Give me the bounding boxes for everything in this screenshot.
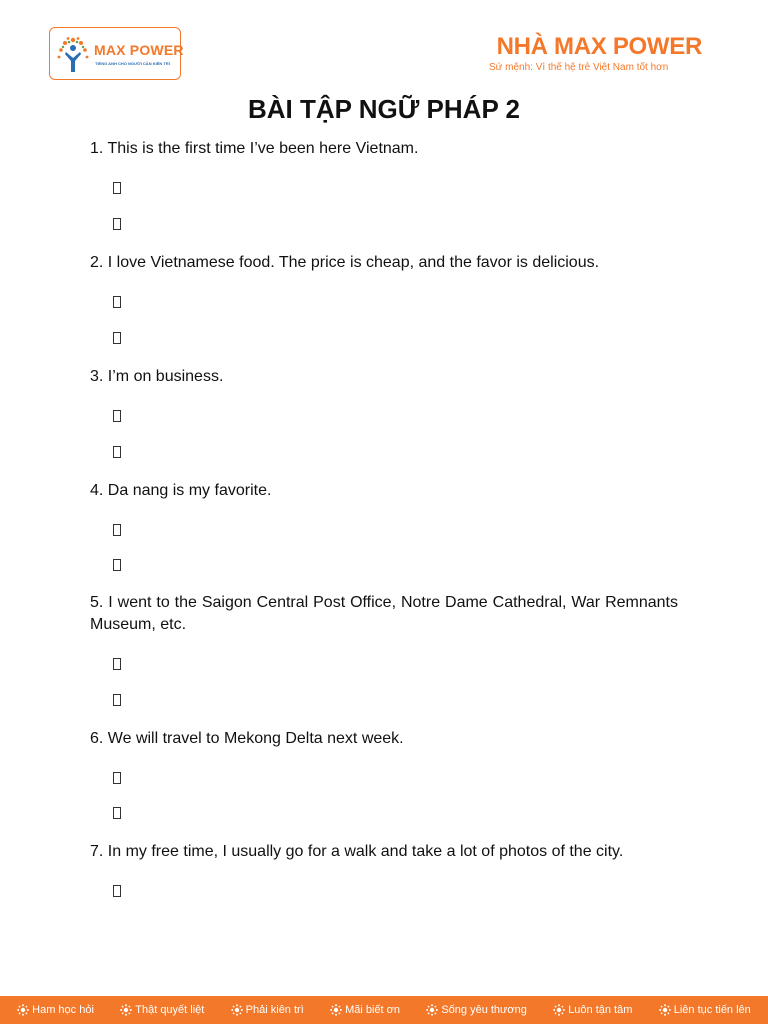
footer-item bbox=[120, 1004, 204, 1016]
question-1: 1. This is the first time I’ve been here Vietnam. bbox=[90, 140, 419, 157]
footer-label: Liên tục tiến lên bbox=[673, 1004, 751, 1016]
footer-label: Mãi biết ơn bbox=[345, 1004, 400, 1016]
footer-label: Ham học hỏi bbox=[32, 1004, 94, 1016]
footer-item bbox=[17, 1004, 94, 1016]
sun-icon bbox=[120, 1004, 132, 1016]
question-2: 2. I love Vietnamese food. The price is cheap, and the favor is delicious. bbox=[90, 254, 600, 271]
brand-mission: Sứ mệnh: Vì thế hệ trẻ Việt Nam tốt hơn bbox=[489, 62, 669, 73]
sun-icon bbox=[553, 1004, 565, 1016]
question-7: 7. In my free time, I usually go for a walk and take a lot of photos of the city. bbox=[90, 843, 624, 860]
footer-item bbox=[330, 1004, 400, 1016]
checkbox-icon[interactable] bbox=[113, 658, 121, 670]
footer-label: Thật quyết liệt bbox=[135, 1004, 205, 1016]
checkbox-icon[interactable] bbox=[113, 182, 121, 194]
checkbox-icon[interactable] bbox=[113, 218, 121, 230]
checkbox-icon[interactable] bbox=[113, 694, 121, 706]
question-6: 6. We will travel to Mekong Delta next week. bbox=[90, 730, 404, 747]
checkbox-icon[interactable] bbox=[113, 807, 121, 819]
person-tree-icon bbox=[56, 36, 90, 74]
checkbox-icon[interactable] bbox=[113, 332, 121, 344]
question-5: 5. I went to the Saigon Central Post Office, Notre Dame Cathedral, War Remnants Museum, etc. bbox=[90, 594, 678, 633]
footer-item bbox=[231, 1004, 304, 1016]
logo-box bbox=[49, 27, 184, 80]
checkbox-icon[interactable] bbox=[113, 524, 121, 536]
footer-item bbox=[659, 1004, 751, 1016]
sun-icon bbox=[330, 1004, 342, 1016]
footer-values-bar bbox=[0, 996, 768, 1024]
page-title: BÀI TẬP NGỮ PHÁP 2 bbox=[248, 94, 520, 124]
checkbox-icon[interactable] bbox=[113, 446, 121, 458]
sun-icon bbox=[231, 1004, 243, 1016]
footer-label: Phải kiên trì bbox=[245, 1004, 304, 1016]
footer-item bbox=[553, 1004, 632, 1016]
logo-tagline: TIẾNG ANH CHO NGƯỜI CẦN KIÊN TRÌ bbox=[95, 61, 170, 66]
sun-icon bbox=[659, 1004, 671, 1016]
checkbox-icon[interactable] bbox=[113, 885, 121, 897]
brand-title: NHÀ MAX POWER bbox=[496, 33, 702, 60]
footer-label: Sống yêu thương bbox=[441, 1004, 527, 1016]
footer-item bbox=[426, 1004, 527, 1016]
checkbox-icon[interactable] bbox=[113, 410, 121, 422]
sun-icon bbox=[17, 1004, 29, 1016]
footer-label: Luôn tận tâm bbox=[568, 1004, 633, 1016]
checkbox-icon[interactable] bbox=[113, 772, 121, 784]
question-3: 3. I’m on business. bbox=[90, 368, 224, 385]
sun-icon bbox=[426, 1004, 438, 1016]
question-4: 4. Da nang is my favorite. bbox=[90, 482, 272, 499]
checkbox-icon[interactable] bbox=[113, 296, 121, 308]
checkbox-icon[interactable] bbox=[113, 559, 121, 571]
logo-name: MAX POWER bbox=[94, 42, 184, 58]
